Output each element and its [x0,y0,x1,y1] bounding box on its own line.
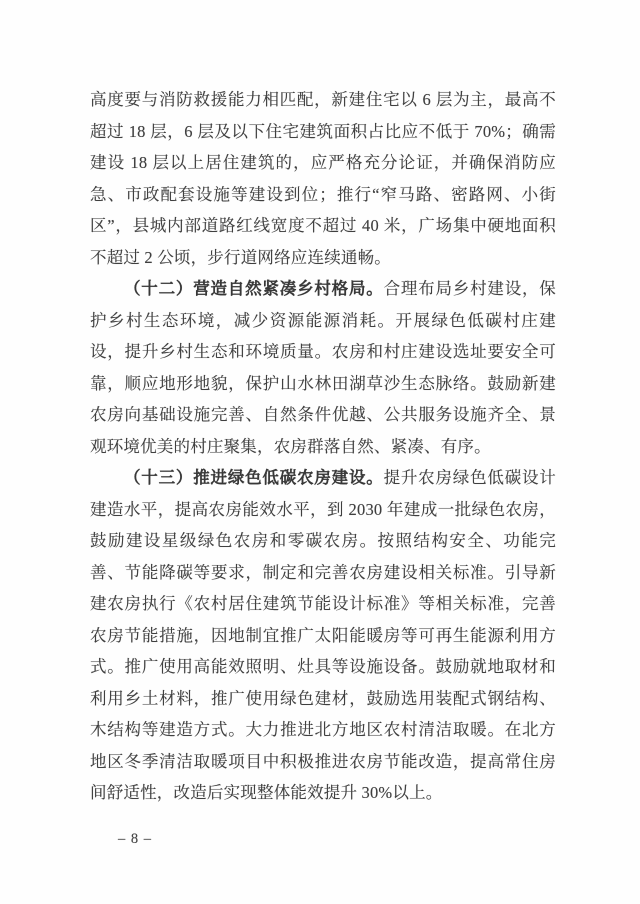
document-body [90,84,556,809]
paragraph-text: 合理布局乡村建设，保护乡村生态环境，减少资源能源消耗。开展绿色低碳村庄建设，提升乡村生态和环境质量。农房和村庄建设选址要安全可靠，顺应地形地貌，保护山水林田湖草沙生态脉络。鼓励新建农房向基础设施完善、自然条件优越、公共服务设施齐全、景观环境优美的村庄聚集，农房群落自然、紧凑、有序。 [90,279,557,456]
paragraph-section-12 [90,273,556,462]
paragraph-text: 高度要与消防救援能力相匹配，新建住宅以 6 层为主，最高不超过 18 层，6 层及以下住宅建筑面积占比应不低于 70%；确需建设 18 层以上居住建筑的，应严格充分论证，并确保消防应急、市政配套设施等建设到位；推行“窄马路、密路网、小街区”，县城内部道路红线宽度不超过 40 米，广场集中硬地面积不超过 2 公顷，步行道网络应连续通畅。 [90,90,556,267]
paragraph-continuation [90,84,556,273]
page-number: – 8 – [118,831,152,847]
paragraph-section-13 [90,462,556,809]
section-heading: （十二）营造自然紧凑乡村格局。 [124,279,384,298]
section-heading: （十三）推进绿色低碳农房建设。 [124,468,384,487]
paragraph-text: 提升农房绿色低碳设计建造水平，提高农房能效水平，到 2030 年建成一批绿色农房，鼓励建设星级绿色农房和零碳农房。按照结构安全、功能完善、节能降碳等要求，制定和完善农房建设相关标准。引导新建农房执行《农村居住建筑节能设计标准》等相关标准，完善农房节能措施，因地制宜推广太阳能暖房等可再生能源利用方式。推广使用高能效照明、灶具等设施设备。鼓励就地取材和利用乡土材料，推广使用绿色建材，鼓励选用装配式钢结构、木结构等建造方式。大力推进北方地区农村清洁取暖。在北方地区冬季清洁取暖项目中积极推进农房节能改造，提高常住房间舒适性，改造后实现整体能效提升 30%以上。 [90,468,557,802]
